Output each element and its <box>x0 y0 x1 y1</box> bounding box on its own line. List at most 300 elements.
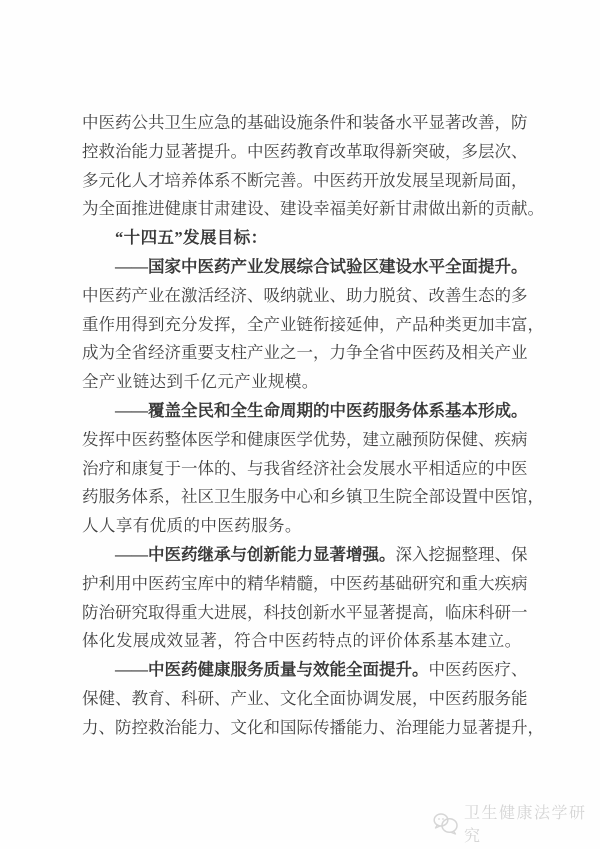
text-char: 全 <box>247 314 264 334</box>
text-char: 药 <box>346 170 363 190</box>
text-char: 护 <box>82 573 99 593</box>
watermark <box>432 805 600 845</box>
text-char: 、 <box>511 660 528 680</box>
text-char: 济 <box>164 343 181 363</box>
text-char: 治 <box>395 717 412 737</box>
text-char: 水 <box>329 602 346 622</box>
text-char: 中 <box>494 458 511 478</box>
watermark-label: 卫生健康法学研究 <box>464 805 587 845</box>
text-line <box>82 167 528 196</box>
text-char: 康 <box>131 458 148 478</box>
text-char: 推 <box>131 199 148 219</box>
text-char: 中 <box>329 573 346 593</box>
text-char: 理 <box>478 544 495 564</box>
text-char: 做 <box>428 199 445 219</box>
text-char-bold: 与 <box>230 544 247 564</box>
text-char: 。 <box>230 141 247 161</box>
text-char: 、 <box>115 688 132 708</box>
text-char: 于 <box>164 458 181 478</box>
text-char: 大 <box>197 602 214 622</box>
text-char: 、 <box>478 429 495 449</box>
text-char: 著 <box>200 631 218 651</box>
text-char: 医 <box>131 429 148 449</box>
text-char-bold: 医 <box>164 544 181 564</box>
text-char: 基 <box>437 631 454 651</box>
text-char: 一 <box>296 343 313 363</box>
text-line <box>82 570 528 599</box>
text-char: 治 <box>82 458 99 478</box>
text-char: 肃 <box>214 199 231 219</box>
text-char: 。 <box>301 372 319 392</box>
text-char-bold: 中 <box>181 256 198 276</box>
text-char: 药 <box>428 343 445 363</box>
text-char: 研 <box>412 573 429 593</box>
text-char: 系 <box>214 170 231 190</box>
text-char-bold: 产 <box>230 256 247 276</box>
text-char: 元 <box>217 372 235 392</box>
text-char-bold: 覆 <box>148 400 165 420</box>
text-char: ， <box>217 631 235 651</box>
text-char: 中 <box>267 631 285 651</box>
text-char: 馆 <box>511 487 528 507</box>
text-char: 省 <box>379 343 396 363</box>
text-char: 生 <box>379 487 396 507</box>
text-char: 深 <box>395 544 412 564</box>
text-char: 产 <box>131 285 148 305</box>
document-text <box>82 109 544 743</box>
text-char: ， <box>445 141 462 161</box>
text-char-bold: 药 <box>214 256 231 276</box>
text-char: 学 <box>296 429 313 449</box>
text-char: 的 <box>230 573 247 593</box>
text-line <box>82 253 528 282</box>
text-char: 挖 <box>428 544 445 564</box>
text-char: 重 <box>181 602 198 622</box>
text-char: 共 <box>148 113 165 132</box>
text-char: 科 <box>263 602 280 622</box>
text-char: 新 <box>395 141 412 161</box>
text-char: 改 <box>329 141 346 161</box>
text-char-bold: 盖 <box>164 400 181 420</box>
text-char: 优 <box>149 516 167 536</box>
text-char: 平 <box>412 458 429 478</box>
text-char: 系 <box>148 487 165 507</box>
text-char: 生 <box>181 113 198 132</box>
text-char: 设 <box>280 113 297 132</box>
text-char: 中 <box>247 141 264 161</box>
text-char-bold: 系 <box>428 400 445 420</box>
text-char: 点 <box>335 631 353 651</box>
text-char: 断 <box>247 170 264 190</box>
text-char: 得 <box>131 314 148 334</box>
text-char: 研 <box>197 688 214 708</box>
text-char: 和 <box>445 573 462 593</box>
text-char: 应 <box>461 458 478 478</box>
text-char: 病 <box>511 573 528 593</box>
text-char-bold: 务 <box>395 400 412 420</box>
text-char: 利 <box>98 573 115 593</box>
text-char: 医 <box>263 141 280 161</box>
text-char: 服 <box>98 487 115 507</box>
text-char: 提 <box>395 602 412 622</box>
text-char: 床 <box>461 602 478 622</box>
text-char: 显 <box>461 717 478 737</box>
text-char: 享 <box>115 516 133 536</box>
text-char: 卫 <box>362 487 379 507</box>
text-line <box>82 483 544 512</box>
text-char: 伸 <box>362 314 379 334</box>
text-char: 美 <box>346 199 363 219</box>
text-char: 产 <box>494 343 511 363</box>
text-char: 药 <box>461 660 478 680</box>
text-char: 康 <box>181 199 198 219</box>
text-char: 一 <box>511 602 528 622</box>
text-char: 活 <box>197 285 214 305</box>
text-char: 著 <box>445 113 462 132</box>
text-char: 理 <box>412 717 429 737</box>
text-char-bold: 医 <box>164 660 181 680</box>
text-char: 平 <box>412 113 429 132</box>
text-char: 社 <box>329 458 346 478</box>
text-char: 显 <box>164 141 181 161</box>
text-char: 院 <box>395 487 412 507</box>
text-char-bold: 。 <box>379 544 396 564</box>
text-char: 育 <box>148 688 165 708</box>
text-char: 突 <box>412 141 429 161</box>
text-char-bold: 命 <box>263 400 280 420</box>
text-char-bold: 新 <box>263 544 280 564</box>
text-char-bold: 全 <box>181 400 198 420</box>
text-char: 控 <box>82 141 99 161</box>
text-char: 建 <box>470 631 488 651</box>
text-char: 进 <box>214 602 231 622</box>
text-char: 救 <box>98 141 115 161</box>
text-char: 治 <box>164 717 181 737</box>
text-char: 整 <box>164 429 181 449</box>
text-char: 药 <box>234 516 252 536</box>
text-char: 。 <box>284 516 302 536</box>
text-char: 升 <box>214 141 231 161</box>
text-char: 著 <box>478 717 495 737</box>
text-char: 、 <box>263 199 280 219</box>
text-char: 展 <box>230 602 247 622</box>
text-char-bold: 。 <box>511 400 528 420</box>
text-char: 展 <box>395 688 412 708</box>
text-char: ， <box>313 343 330 363</box>
text-char: 及 <box>445 343 462 363</box>
text-char: 经 <box>148 343 165 363</box>
text-char: 力 <box>445 717 462 737</box>
text-char: 改 <box>428 285 445 305</box>
text-char: 就 <box>296 285 313 305</box>
text-char-bold: 建 <box>379 256 396 276</box>
text-char: 省 <box>131 343 148 363</box>
text-char: 中 <box>82 285 99 305</box>
text-char: 业 <box>313 285 330 305</box>
text-char: 卫 <box>164 113 181 132</box>
text-char-bold: 继 <box>197 544 214 564</box>
text-char: 疾 <box>494 429 511 449</box>
text-char-bold: 著 <box>329 544 346 564</box>
text-char-bold: 务 <box>247 660 264 680</box>
text-char: 服 <box>478 688 495 708</box>
text-line <box>82 138 528 167</box>
text-char: 能 <box>346 717 363 737</box>
text-char: 备 <box>379 113 396 132</box>
text-char: 医 <box>494 487 511 507</box>
text-char: 发 <box>362 458 379 478</box>
text-char: 中 <box>280 487 297 507</box>
text-char: 能 <box>131 141 148 161</box>
text-char: 人 <box>82 516 99 536</box>
text-char: 会 <box>346 458 363 478</box>
text-char-bold: —— <box>115 660 148 680</box>
text-char: 的 <box>478 458 495 478</box>
text-char: 提 <box>494 717 511 737</box>
text-char: 效 <box>166 631 184 651</box>
text-char: 善 <box>280 170 297 190</box>
text-char: 公 <box>131 113 148 132</box>
text-char: 体 <box>131 487 148 507</box>
text-char: 业 <box>247 688 264 708</box>
text-char: ， <box>164 487 181 507</box>
text-char-bold: 全 <box>445 256 462 276</box>
text-char: 甘 <box>197 199 214 219</box>
text-char-bold: 五 <box>157 228 175 248</box>
text-char: 有 <box>132 516 150 536</box>
text-char: 贫 <box>395 285 412 305</box>
text-char: 力 <box>197 717 214 737</box>
text-char: 评 <box>369 631 387 651</box>
text-char: 优 <box>313 429 330 449</box>
text-char: 济 <box>230 285 247 305</box>
text-char-bold: 十 <box>123 228 141 248</box>
text-char: 升 <box>511 717 528 737</box>
text-char: 药 <box>280 141 297 161</box>
text-char: 乡 <box>329 487 346 507</box>
text-char: 防 <box>428 429 445 449</box>
text-char: 入 <box>412 544 429 564</box>
text-char-bold: 提 <box>478 256 495 276</box>
text-char: 得 <box>379 141 396 161</box>
text-char-bold: 与 <box>296 660 313 680</box>
text-char: 学 <box>214 429 231 449</box>
text-char-bold: 形 <box>478 400 495 420</box>
text-char: 人 <box>131 170 148 190</box>
text-char: 好 <box>362 199 379 219</box>
text-char: 的 <box>352 631 370 651</box>
text-char-bold: 中 <box>148 660 165 680</box>
text-char-bold: 提 <box>379 660 396 680</box>
text-char: 精 <box>280 573 297 593</box>
text-char: 展 <box>412 170 429 190</box>
text-char-bold: 生 <box>247 400 264 420</box>
text-char-bold: 试 <box>329 256 346 276</box>
text-char: 体 <box>403 631 421 651</box>
text-char: 临 <box>445 602 462 622</box>
text-line <box>82 339 528 368</box>
text-char: ， <box>230 314 247 334</box>
text-char: 务 <box>115 487 132 507</box>
text-char: 著 <box>181 141 198 161</box>
text-char: 福 <box>329 199 346 219</box>
text-char: 医 <box>98 285 115 305</box>
text-char: 置 <box>461 487 478 507</box>
text-char: 务 <box>263 487 280 507</box>
text-char: 究 <box>428 573 445 593</box>
text-char: 教 <box>131 688 148 708</box>
text-char: 化 <box>296 688 313 708</box>
text-char: 件 <box>329 113 346 132</box>
text-char: 著 <box>379 602 396 622</box>
text-char: 、 <box>230 458 247 478</box>
text-char: 品 <box>412 314 429 334</box>
text-char: 吸 <box>263 285 280 305</box>
text-char-bold: 周 <box>280 400 297 420</box>
text-char-bold: 中 <box>329 400 346 420</box>
text-char: 建 <box>280 199 297 219</box>
text-char: 播 <box>329 717 346 737</box>
text-char: 产 <box>234 372 252 392</box>
text-char: 助 <box>346 285 363 305</box>
text-char: 呈 <box>428 170 445 190</box>
text-char: 急 <box>214 113 231 132</box>
text-char: 元 <box>98 170 115 190</box>
text-char: 改 <box>461 113 478 132</box>
text-char: 全 <box>98 199 115 219</box>
text-char-bold: 设 <box>395 256 412 276</box>
text-line <box>82 397 528 426</box>
text-char: 全 <box>412 487 429 507</box>
text-char-bold: ” <box>174 228 184 248</box>
text-char: 。 <box>527 199 544 219</box>
text-char: 相 <box>461 343 478 363</box>
text-char-bold: 。 <box>511 256 528 276</box>
text-char-bold: —— <box>115 400 148 420</box>
text-char: 药 <box>164 573 181 593</box>
text-char: 层 <box>478 141 495 161</box>
text-char-bold: 全 <box>230 400 247 420</box>
text-char: 在 <box>164 285 181 305</box>
text-char: ， <box>412 688 429 708</box>
text-char: 全 <box>313 688 330 708</box>
text-char: 新 <box>461 170 478 190</box>
text-char-bold: 服 <box>230 660 247 680</box>
text-char: 治 <box>115 141 132 161</box>
text-char: 生 <box>230 487 247 507</box>
text-char: 基 <box>247 113 264 132</box>
text-char: 发 <box>82 429 99 449</box>
text-line <box>82 455 528 484</box>
text-char: 达 <box>149 372 167 392</box>
text-char: 社 <box>181 487 198 507</box>
text-char: 药 <box>362 573 379 593</box>
text-char: 充 <box>164 314 181 334</box>
text-char-bold: 面 <box>461 256 478 276</box>
text-char-bold: 的 <box>313 400 330 420</box>
text-line <box>82 368 521 397</box>
text-char: 融 <box>395 429 412 449</box>
text-char: 控 <box>131 717 148 737</box>
text-char: 疗 <box>98 458 115 478</box>
text-char: ， <box>346 429 363 449</box>
text-char: 药 <box>115 113 132 132</box>
text-char: 济 <box>313 458 330 478</box>
text-char: 特 <box>318 631 336 651</box>
text-char: 医 <box>148 573 165 593</box>
text-char-bold: 发 <box>263 256 280 276</box>
text-char: 医 <box>284 631 302 651</box>
text-char: 的 <box>230 113 247 132</box>
text-char: 现 <box>445 170 462 190</box>
text-char: 和 <box>346 113 363 132</box>
text-char: 革 <box>346 141 363 161</box>
text-char: 力 <box>362 285 379 305</box>
text-line <box>82 627 521 656</box>
text-char-bold: 承 <box>214 544 231 564</box>
text-char: 卫 <box>214 487 231 507</box>
text-char: 和 <box>115 458 132 478</box>
text-char: 发 <box>115 631 133 651</box>
text-char: 疗 <box>494 660 511 680</box>
text-char: 和 <box>313 487 330 507</box>
text-char: 的 <box>478 199 495 219</box>
text-char: 到 <box>148 314 165 334</box>
text-char: 延 <box>346 314 363 334</box>
text-char: 装 <box>362 113 379 132</box>
text-char-bold: 综 <box>296 256 313 276</box>
text-char: 进 <box>148 199 165 219</box>
text-char: 心 <box>296 487 313 507</box>
text-char: 培 <box>164 170 181 190</box>
text-char: 医 <box>280 429 297 449</box>
text-char: 显 <box>183 631 201 651</box>
text-char-bold: 质 <box>263 660 280 680</box>
text-char: 中 <box>428 660 445 680</box>
text-char: 应 <box>197 113 214 132</box>
text-char: 中 <box>395 343 412 363</box>
text-char: 类 <box>445 314 462 334</box>
text-char: ， <box>527 314 544 334</box>
text-char: 取 <box>362 141 379 161</box>
text-char: 分 <box>181 314 198 334</box>
text-char: 幸 <box>313 199 330 219</box>
text-char: 技 <box>280 602 297 622</box>
text-char: ， <box>511 170 528 190</box>
text-char: 健 <box>98 688 115 708</box>
text-char: 治 <box>98 602 115 622</box>
text-char: 能 <box>181 717 198 737</box>
text-char-bold: 强 <box>362 544 379 564</box>
text-char-bold: 力 <box>296 544 313 564</box>
text-char: 础 <box>263 113 280 132</box>
text-char-bold: 业 <box>247 256 264 276</box>
text-char: 提 <box>197 141 214 161</box>
text-char: 中 <box>131 573 148 593</box>
text-char: 质 <box>166 516 184 536</box>
text-char-bold: 水 <box>412 256 429 276</box>
text-char: 药 <box>461 688 478 708</box>
text-char: 产 <box>247 343 264 363</box>
text-char: 肃 <box>412 199 429 219</box>
text-char: 防 <box>511 113 528 132</box>
text-char: 重 <box>181 343 198 363</box>
text-char: 多 <box>82 170 99 190</box>
text-char: 系 <box>420 631 438 651</box>
text-char-bold: ： <box>250 228 268 248</box>
text-char: 多 <box>511 285 528 305</box>
text-char-bold: 能 <box>280 544 297 564</box>
